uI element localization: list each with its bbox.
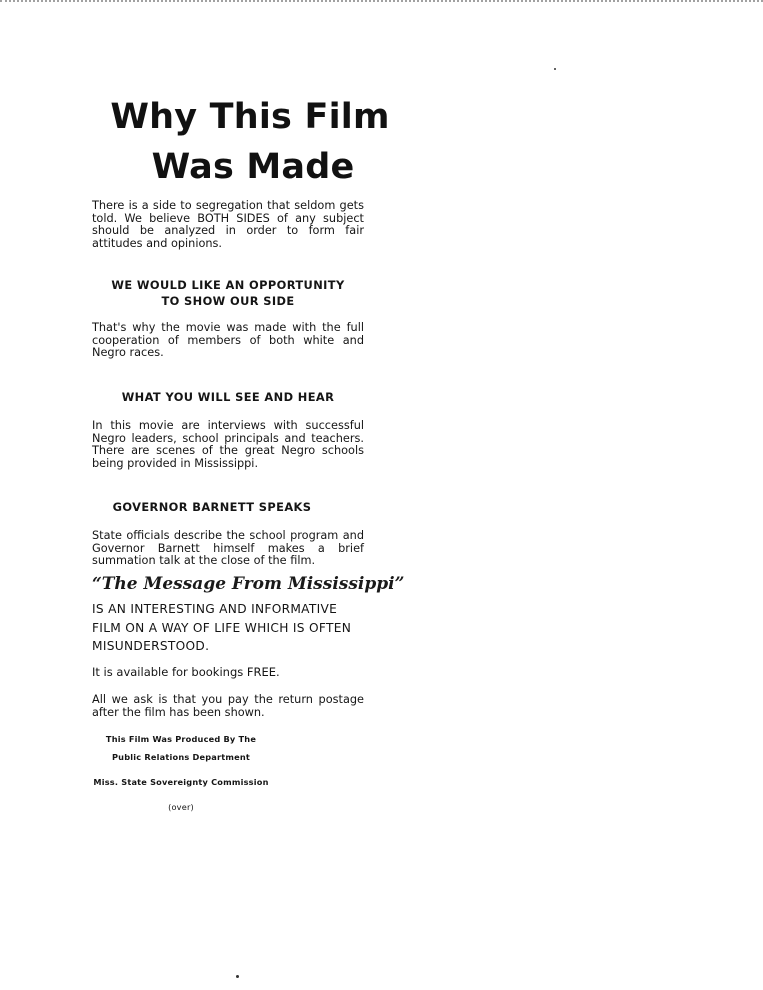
- scan-speck: [554, 68, 556, 70]
- over-note: (over): [168, 802, 194, 812]
- postage-paragraph: All we ask is that you pay the return postage after the film has been shown.: [92, 693, 364, 719]
- opportunity-paragraph: That's why the movie was made with the full cooperation of members of both white and Negro races.: [92, 321, 364, 360]
- caps-line: FILM ON A WAY OF LIFE WHICH IS OFTEN: [92, 620, 352, 635]
- bookings-line: It is available for bookings FREE.: [92, 665, 280, 679]
- heading-line: WE WOULD LIKE AN OPPORTUNITY: [111, 278, 345, 292]
- see-hear-paragraph: In this movie are interviews with successful Negro leaders, school principals and teachers. There are scenes of the great Negro schools being provided in Mississippi.: [92, 419, 364, 470]
- heading-governor: [92, 500, 332, 516]
- credit-line: Public Relations Department: [111, 752, 250, 762]
- heading-opportunity: [92, 278, 364, 309]
- informative-statement: [92, 600, 382, 656]
- title-line: Why This Film: [110, 97, 390, 137]
- credit-line: Miss. State Sovereignty Commission: [93, 777, 269, 787]
- title-line: Was Made: [151, 147, 355, 187]
- scan-top-border: [0, 0, 763, 6]
- caps-line: IS AN INTERESTING AND INFORMATIVE: [92, 602, 338, 616]
- message-title: “The Message From Mississippi”: [92, 574, 405, 594]
- heading-see-hear: [92, 390, 364, 406]
- governor-paragraph: State officials describe the school program and Governor Barnett himself makes a brief summation talk at the close of the film.: [92, 529, 364, 568]
- scan-speck: [236, 975, 239, 978]
- heading-line: TO SHOW OUR SIDE: [161, 293, 295, 308]
- page-title: [92, 92, 408, 192]
- heading-line: WHAT YOU WILL SEE AND HEAR: [121, 390, 335, 404]
- heading-line: GOVERNOR BARNETT SPEAKS: [112, 500, 312, 514]
- credit-line: This Film Was Produced By The: [105, 734, 257, 744]
- caps-line: MISUNDERSTOOD.: [92, 639, 210, 653]
- intro-paragraph: There is a side to segregation that seldom gets told. We believe BOTH SIDES of any subject should be analyzed in order to form fair attitudes and opinions.: [92, 199, 364, 250]
